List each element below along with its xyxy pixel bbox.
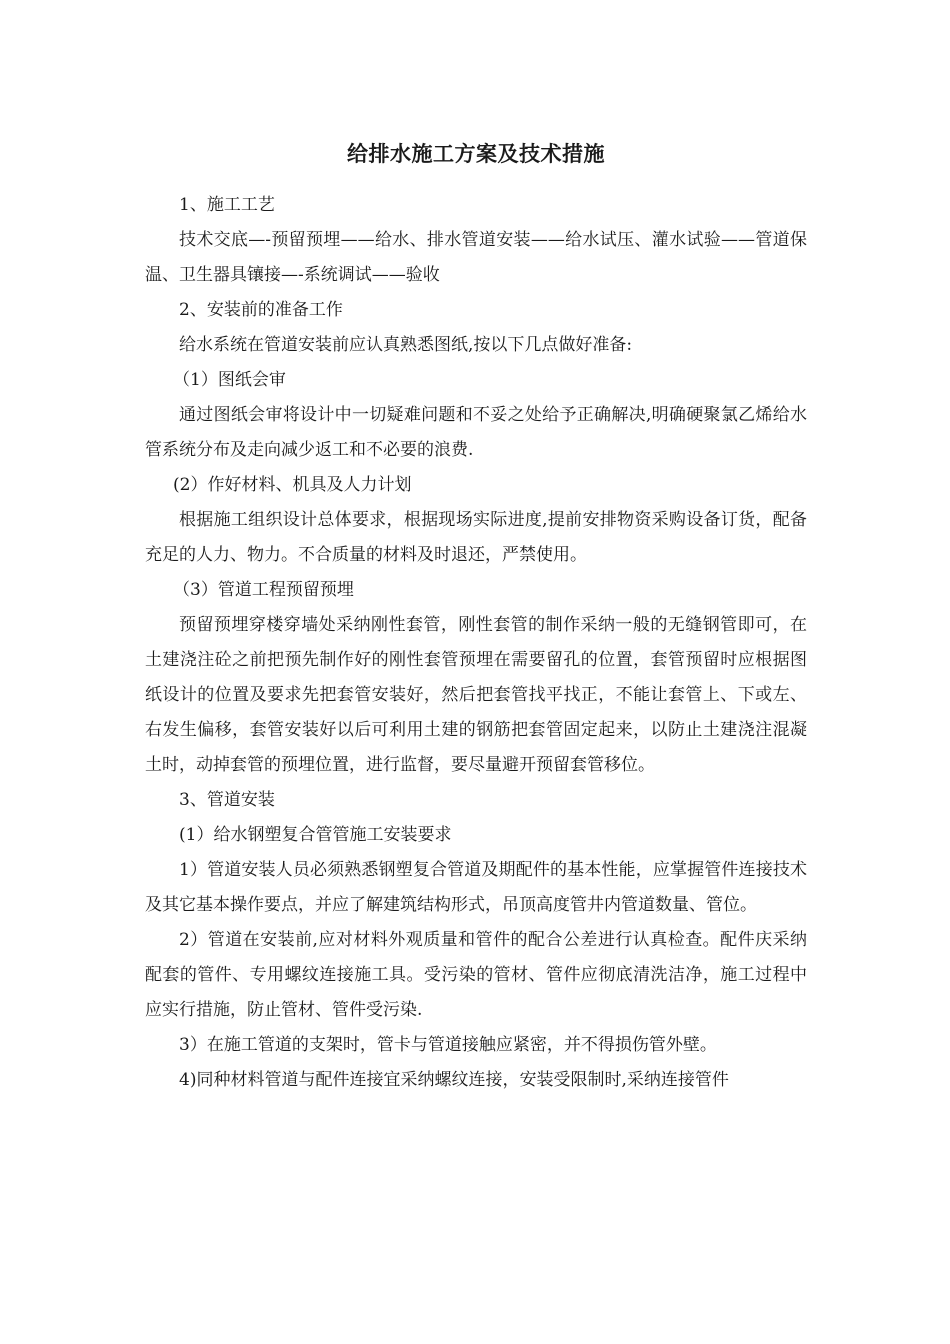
paragraph-item-4: 4)同种材料管道与配件连接宜采纳螺纹连接，安装受限制时,采纳连接管件 (179, 1070, 729, 1090)
page-title: 给排水施工方案及技术措施 (347, 141, 605, 166)
paragraph-embedded-sleeves: 预留预埋穿楼穿墙处采纳刚性套管，刚性套管的制作采纳一般的无缝钢管即可，在土建浇注砼之前把预先制作好的刚性套管预埋在需要留孔的位置，套管预留时应根据图纸设计的位置及要求先把套管安装好，然后把套管找平找正，不能让套管上、下或左、右发生偏移，套管安装好以后可利用土建的钢筋把套管固定起来，以防止土建浇注混凝土时，动掉套管的预埋位置，进行监督，要尽量避开预留套管移位。 (145, 615, 807, 775)
paragraph-item-2: 2）管道在安装前,应对材料外观质量和管件的配合公差进行认真检查。配件庆采纳配套的管件、专用螺纹连接施工具。受污染的管材、管件应彻底清洗洁净，施工过程中应实行措施，防止管材、管件受污染. (145, 930, 807, 1020)
section-heading-preparation: 2、安装前的准备工作 (179, 300, 343, 320)
paragraph-item-1: 1）管道安装人员必须熟悉钢塑复合管道及期配件的基本性能，应掌握管件连接技术及其它基本操作要点，并应了解建筑结构形式，吊顶高度管井内管道数量、管位。 (145, 860, 807, 915)
paragraph-material-plan: 根据施工组织设计总体要求，根据现场实际进度,提前安排物资采购设备订货，配备充足的人力、物力。不合质量的材料及时退还，严禁使用。 (145, 510, 807, 565)
paragraph-preparation-intro: 给水系统在管道安装前应认真熟悉图纸,按以下几点做好准备: (179, 335, 633, 355)
document-page (145, 140, 807, 1098)
subheading-embedded-sleeves: （3）管道工程预留预埋 (173, 580, 354, 600)
section-heading-pipe-install: 3、管道安装 (179, 790, 275, 810)
subheading-drawing-review: （1）图纸会审 (173, 370, 286, 390)
paragraph-process-flow: 技术交底—-预留预埋——给水、排水管道安装——给水试压、灌水试验——管道保温、卫生器具镶接—-系统调试——验收 (145, 230, 807, 285)
subheading-steel-plastic-pipe: (1）给水钢塑复合管管施工安装要求 (179, 825, 452, 845)
paragraph-drawing-review: 通过图纸会审将设计中一切疑难问题和不妥之处给予正确解决,明确硬聚氯乙烯给水管系统分布及走向减少返工和不必要的浪费. (145, 405, 807, 460)
subheading-material-plan: (2）作好材料、机具及人力计划 (173, 475, 412, 495)
section-heading-process: 1、施工工艺 (179, 195, 275, 215)
paragraph-item-3: 3）在施工管道的支架时，管卡与管道接触应紧密，并不得损伤管外壁。 (179, 1035, 717, 1055)
